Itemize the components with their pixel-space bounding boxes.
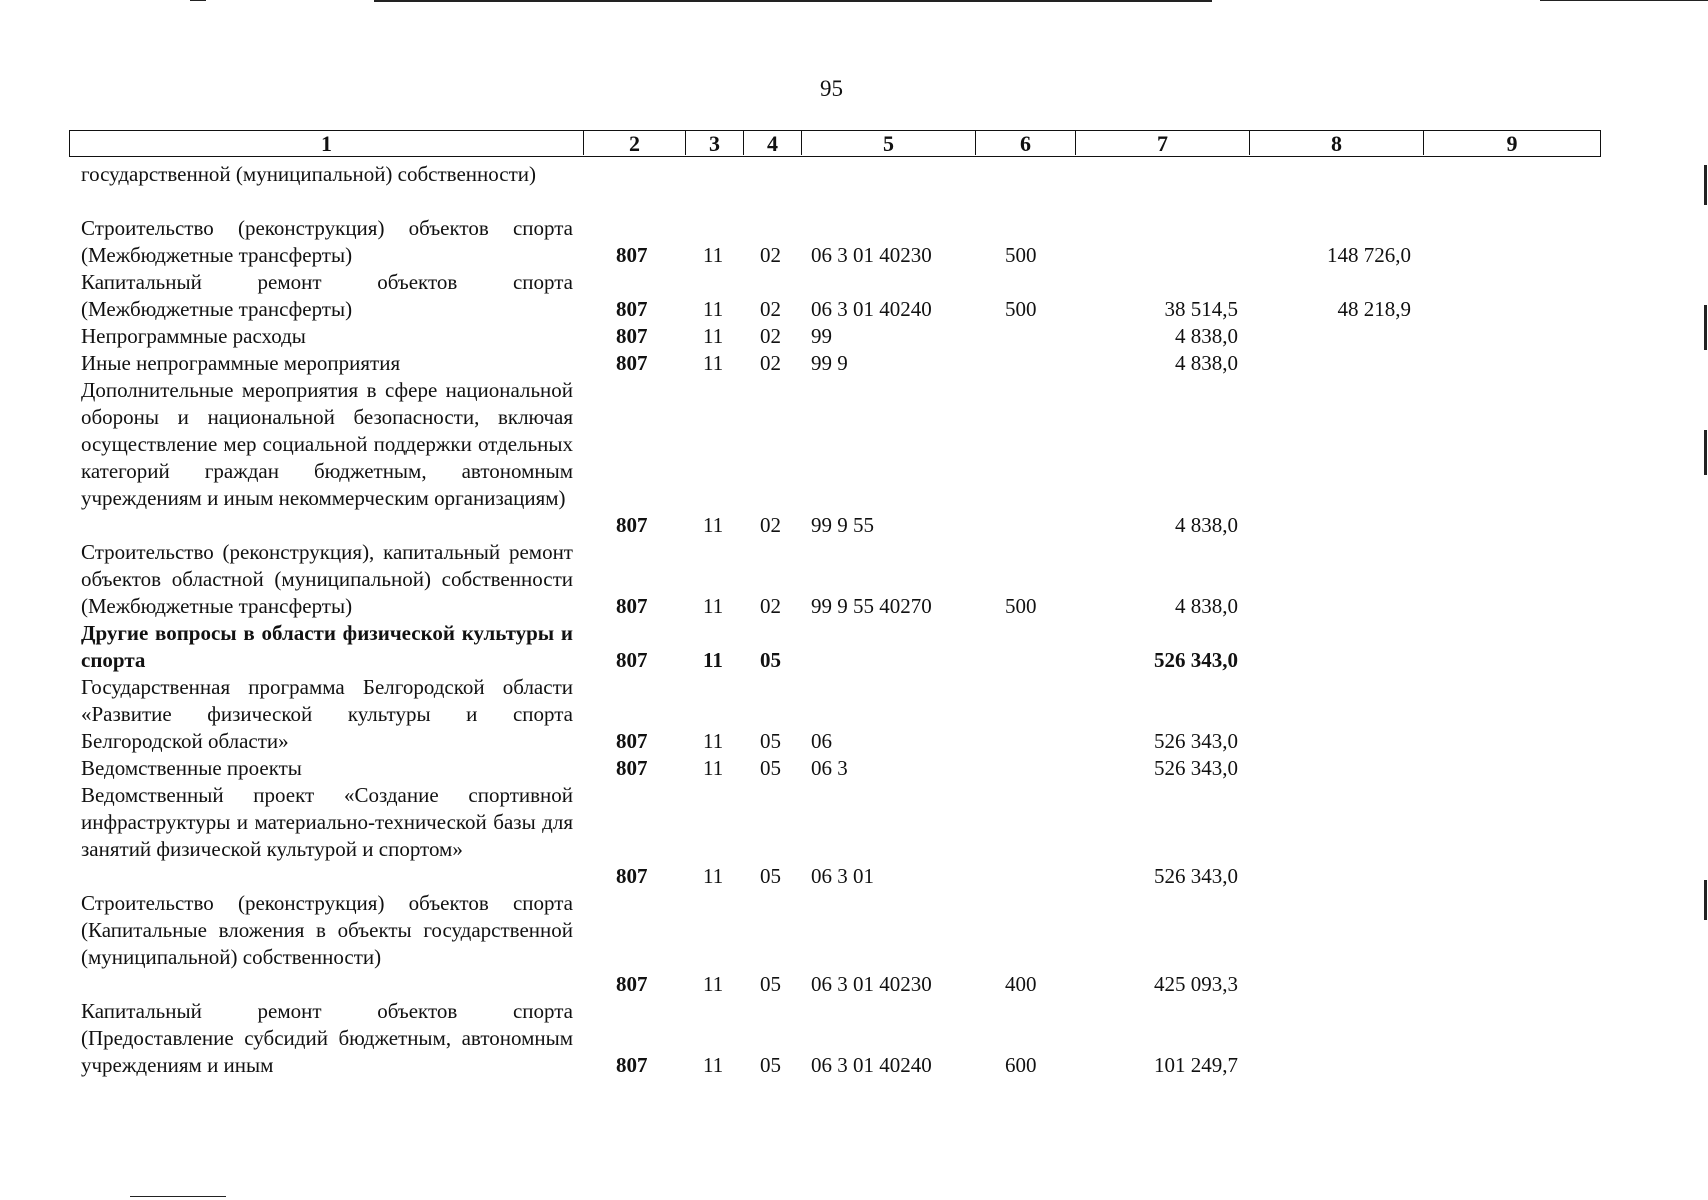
row-code-subsection: 05: [760, 729, 781, 753]
row-amount-col7: 526 343,0: [1154, 864, 1238, 888]
row-code-ministry: 807: [616, 756, 648, 780]
row-amount-col7: 101 249,7: [1154, 1053, 1238, 1077]
row-amount-col7: 4 838,0: [1175, 513, 1238, 537]
scan-bottom-line: [130, 1196, 226, 1197]
row-code-subsection: 05: [760, 972, 781, 996]
row-code-expense-type: 400: [1005, 972, 1037, 996]
row-code-target: 06 3 01 40230: [811, 243, 932, 267]
row-code-target: 06 3 01 40240: [811, 297, 932, 321]
row-amount-col7: 425 093,3: [1154, 972, 1238, 996]
row-code-ministry: 807: [616, 297, 648, 321]
table-row: [0, 323, 1708, 350]
scan-top-line: [374, 0, 1212, 2]
row-code-subsection: 02: [760, 594, 781, 618]
row-description: Дополнительные мероприятия в сфере национальной обороны и национальной безопасности, включая осуществление мер социальной поддержки отдельных категорий граждан бюджетным, автономным учреждениям и иным некоммерческим организациям): [81, 378, 573, 510]
row-code-section: 11: [703, 297, 724, 321]
header-col-4: 4: [744, 131, 802, 155]
row-code-ministry: 807: [616, 324, 648, 348]
row-code-expense-type: 500: [1005, 594, 1037, 618]
header-col-5: 5: [802, 131, 976, 155]
scan-top-left-line: [190, 0, 206, 1]
row-code-section: 11: [703, 972, 724, 996]
row-amount-col7: 4 838,0: [1175, 351, 1238, 375]
row-code-ministry: 807: [616, 513, 648, 537]
table-row: [0, 998, 1708, 1079]
row-code-target: 99 9 55 40270: [811, 594, 932, 618]
header-col-2: 2: [584, 131, 686, 155]
row-code-target: 06: [811, 729, 832, 753]
row-code-target: 99 9 55: [811, 513, 874, 537]
header-col-6: 6: [976, 131, 1076, 155]
table-row: [0, 620, 1708, 674]
row-code-target: 99 9: [811, 351, 848, 375]
table-row: [0, 350, 1708, 377]
row-code-ministry: 807: [616, 864, 648, 888]
row-code-target: 06 3 01: [811, 864, 874, 888]
page-number: 95: [820, 76, 843, 101]
row-description: Иные непрограммные мероприятия: [81, 351, 401, 375]
row-description: Строительство (реконструкция), капитальный ремонт объектов областной (муниципальной) собственности (Межбюджетные трансферты): [81, 540, 573, 618]
row-amount-col8: 48 218,9: [1337, 297, 1411, 321]
scan-top-right-line: [1540, 0, 1708, 1]
row-description: Ведомственный проект «Создание спортивной инфраструктуры и материально-технической базы для занятий физической культурой и спортом»: [81, 783, 573, 861]
row-code-target: 06 3 01 40230: [811, 972, 932, 996]
row-code-section: 11: [703, 864, 724, 888]
row-code-ministry: 807: [616, 972, 648, 996]
row-description: Непрограммные расходы: [81, 324, 306, 348]
table-row: [0, 755, 1708, 782]
header-col-7: 7: [1076, 131, 1250, 155]
row-amount-col7: 4 838,0: [1175, 324, 1238, 348]
row-description: Капитальный ремонт объектов спорта (Межбюджетные трансферты): [81, 270, 573, 321]
row-code-subsection: 02: [760, 513, 781, 537]
row-code-subsection: 05: [760, 864, 781, 888]
row-code-subsection: 05: [760, 1053, 781, 1077]
row-description: Капитальный ремонт объектов спорта (Предоставление субсидий бюджетным, автономным учреждениям и иным: [81, 999, 573, 1077]
row-code-ministry: 807: [616, 594, 648, 618]
table-row: [0, 215, 1708, 269]
row-description: государственной (муниципальной) собственности): [81, 162, 537, 186]
row-code-expense-type: 600: [1005, 1053, 1037, 1077]
row-amount-col8: 148 726,0: [1327, 243, 1411, 267]
row-code-target: 06 3: [811, 756, 848, 780]
row-amount-col7: 38 514,5: [1164, 297, 1238, 321]
row-code-target: 99: [811, 324, 832, 348]
header-col-1: 1: [70, 131, 584, 155]
row-code-ministry: 807: [616, 648, 648, 672]
header-col-3: 3: [686, 131, 744, 155]
table-row: [0, 161, 1708, 215]
row-code-section: 11: [703, 1053, 724, 1077]
header-col-8: 8: [1250, 131, 1424, 155]
row-code-subsection: 02: [760, 297, 781, 321]
row-code-ministry: 807: [616, 351, 648, 375]
row-code-section: 11: [703, 594, 724, 618]
header-col-9: 9: [1506, 131, 1518, 156]
row-amount-col7: 4 838,0: [1175, 594, 1238, 618]
row-code-section: 11: [703, 324, 724, 348]
row-amount-col7: 526 343,0: [1154, 756, 1238, 780]
row-code-target: 06 3 01 40240: [811, 1053, 932, 1077]
table-row: [0, 269, 1708, 323]
row-code-expense-type: 500: [1005, 243, 1037, 267]
table-row: [0, 539, 1708, 620]
row-code-ministry: 807: [616, 243, 648, 267]
row-code-section: 11: [703, 729, 724, 753]
row-code-section: 11: [703, 756, 724, 780]
row-description: Строительство (реконструкция) объектов спорта (Межбюджетные трансферты): [81, 216, 573, 267]
row-code-subsection: 05: [760, 756, 781, 780]
row-code-subsection: 05: [760, 648, 781, 672]
row-amount-col7: 526 343,0: [1154, 729, 1238, 753]
row-code-section: 11: [703, 243, 724, 267]
row-code-expense-type: 500: [1005, 297, 1037, 321]
row-code-subsection: 02: [760, 243, 781, 267]
row-code-section: 11: [703, 648, 723, 672]
row-description: Ведомственные проекты: [81, 756, 302, 780]
row-description: Строительство (реконструкция) объектов спорта (Капитальные вложения в объекты государственной (муниципальной) собственности): [81, 891, 573, 969]
row-code-subsection: 02: [760, 351, 781, 375]
table-header: [69, 130, 1601, 157]
table-row: [0, 782, 1708, 890]
row-description: Другие вопросы в области физической культуры и спорта: [81, 621, 573, 672]
row-code-subsection: 02: [760, 324, 781, 348]
row-code-ministry: 807: [616, 729, 648, 753]
row-amount-col7: 526 343,0: [1154, 648, 1238, 672]
table-row: [0, 377, 1708, 539]
table-row: [0, 674, 1708, 755]
row-code-section: 11: [703, 351, 724, 375]
row-code-section: 11: [703, 513, 724, 537]
row-code-ministry: 807: [616, 1053, 648, 1077]
table-row: [0, 890, 1708, 998]
row-description: Государственная программа Белгородской области «Развитие физической культуры и спорта Белгородской области»: [81, 675, 573, 753]
